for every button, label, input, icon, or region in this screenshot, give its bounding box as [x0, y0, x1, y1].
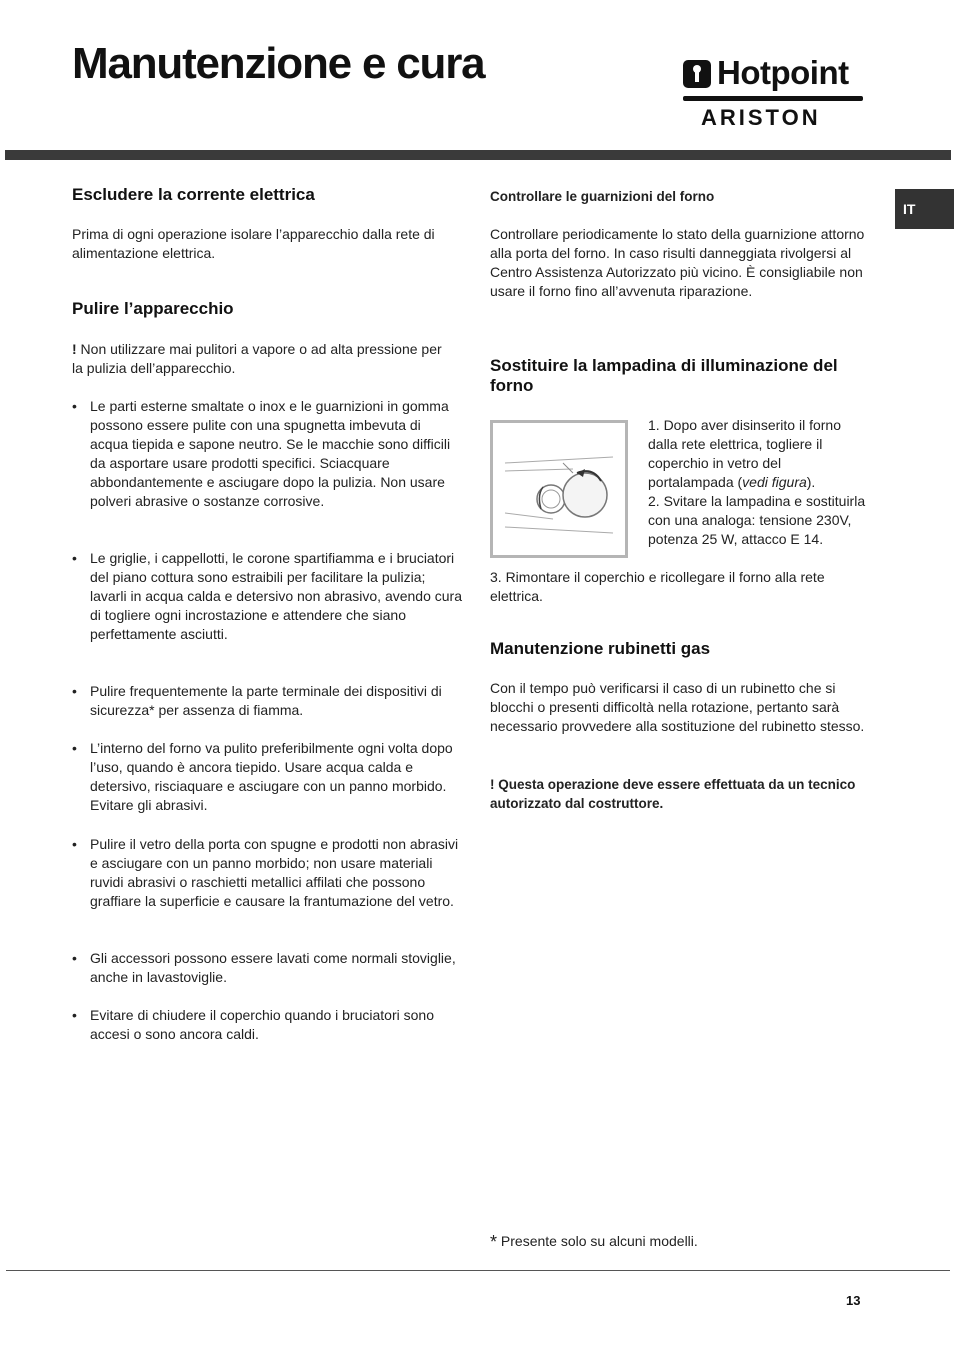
list-item: • Pulire frequentemente la parte terminale dei dispositivi di sicurezza* per assenza di fiamma. — [72, 682, 462, 720]
section-title-cleaning: Pulire l’apparecchio — [72, 299, 234, 318]
cleaning-warning — [72, 340, 452, 378]
page-title: Manutenzione e cura — [72, 39, 485, 88]
step1-figure-ref: vedi figura — [742, 474, 807, 490]
list-item: • Le griglie, i cappellotti, le corone spartifiamma e i bruciatori del piano cottura sono estraibili per facilitare la pulizia; lavarli in acqua calda e detersivo non abrasivo, avendo cura di togliere ogni incrostazione e attendere che siano perfettamente asciutti. — [72, 549, 462, 644]
warning-mark: ! — [72, 341, 77, 357]
warning-text: Non utilizzare mai pulitori a vapore o ad alta pressione per la pulizia dell’apparecchio. — [72, 341, 442, 376]
list-item: • Evitare di chiudere il coperchio quando i bruciatori sono accesi o sono ancora caldi. — [72, 1006, 462, 1044]
logo-divider — [683, 96, 863, 101]
footnote-mark: * — [490, 1232, 498, 1252]
section-title-lamp: Sostituire la lampadina di illuminazione del forno — [490, 356, 838, 395]
step1-text: 1. Dopo aver disinserito il forno dalla rete elettrica, togliere il coperchio in vetro del portalampada ( — [648, 417, 841, 490]
brand-name-top: Hotpoint — [717, 54, 849, 91]
list-item: • Gli accessori possono essere lavati come normali stoviglie, anche in lavastoviglie. — [72, 949, 462, 987]
section-title-power: Escludere la corrente elettrica — [72, 185, 315, 204]
list-item: • L’interno del forno va pulito preferibilmente ogni volta dopo l’uso, quando è ancora tiepido. Usare acqua calda e detersivo, risciaquare e asciugare con un panno morbido. Evitare gli abrasivi. — [72, 739, 462, 815]
footer-divider — [6, 1270, 950, 1271]
lamp-step-2: 2. Svitare la lampadina e sostituirla con una analoga: tensione 230V, potenza 25 W, attacco E 14. — [648, 493, 866, 547]
language-tab: IT — [895, 189, 954, 229]
lamp-step-1 — [648, 416, 866, 492]
lamp-holder-illustration — [493, 423, 625, 555]
header-divider — [5, 150, 951, 160]
section-text-gas-taps: Con il tempo può verificarsi il caso di un rubinetto che si blocchi o presenti difficoltà nella rotazione, pertanto sarà necessario provvedere alla sostituzione del rubinetto stesso. — [490, 680, 865, 734]
page-number: 13 — [846, 1293, 861, 1308]
lamp-figure — [490, 420, 628, 558]
step1-end: ). — [806, 474, 816, 490]
footnote-text: Presente solo su alcuni modelli. — [497, 1233, 698, 1249]
list-item: • Pulire il vetro della porta con spugne e prodotti non abrasivi e asciugare con un panno morbido; non usare materiali ruvidi abrasivi o raschietti metallici affilati che possono graffiare la superficie e causare la frantumazione del vetro. — [72, 835, 462, 911]
hotpoint-logo-icon — [683, 60, 711, 88]
brand-name-bottom: ARISTON — [701, 105, 821, 130]
brand-logo — [683, 56, 863, 130]
gas-taps-warning: ! Questa operazione deve essere effettuata da un tecnico autorizzato dal costruttore. — [490, 777, 856, 811]
section-text-gaskets: Controllare periodicamente lo stato della guarnizione attorno alla porta del forno. In caso risulti danneggiata rivolgersi al Centro Assistenza Autorizzato più vicino. È consigliabile non usare il forno fino all’avvenuta riparazione. — [490, 226, 865, 299]
footnote — [490, 1231, 698, 1252]
section-title-gaskets: Controllare le guarnizioni del forno — [490, 189, 715, 204]
section-text-power: Prima di ogni operazione isolare l’apparecchio dalla rete di alimentazione elettrica. — [72, 226, 435, 261]
list-item: • Le parti esterne smaltate o inox e le guarnizioni in gomma possono essere pulite con una spugnetta imbevuta di acqua tiepida e sapone neutro. Se le macchie sono difficili da asportare usare prodotti specifici. Sciacquare abbondantemente e asciugare dopo la pulizia. Non usare polveri abrasive o sostanze corrosive. — [72, 397, 462, 511]
section-title-gas-taps: Manutenzione rubinetti gas — [490, 639, 711, 658]
lamp-step-3: 3. Rimontare il coperchio e ricollegare il forno alla rete elettrica. — [490, 569, 825, 604]
